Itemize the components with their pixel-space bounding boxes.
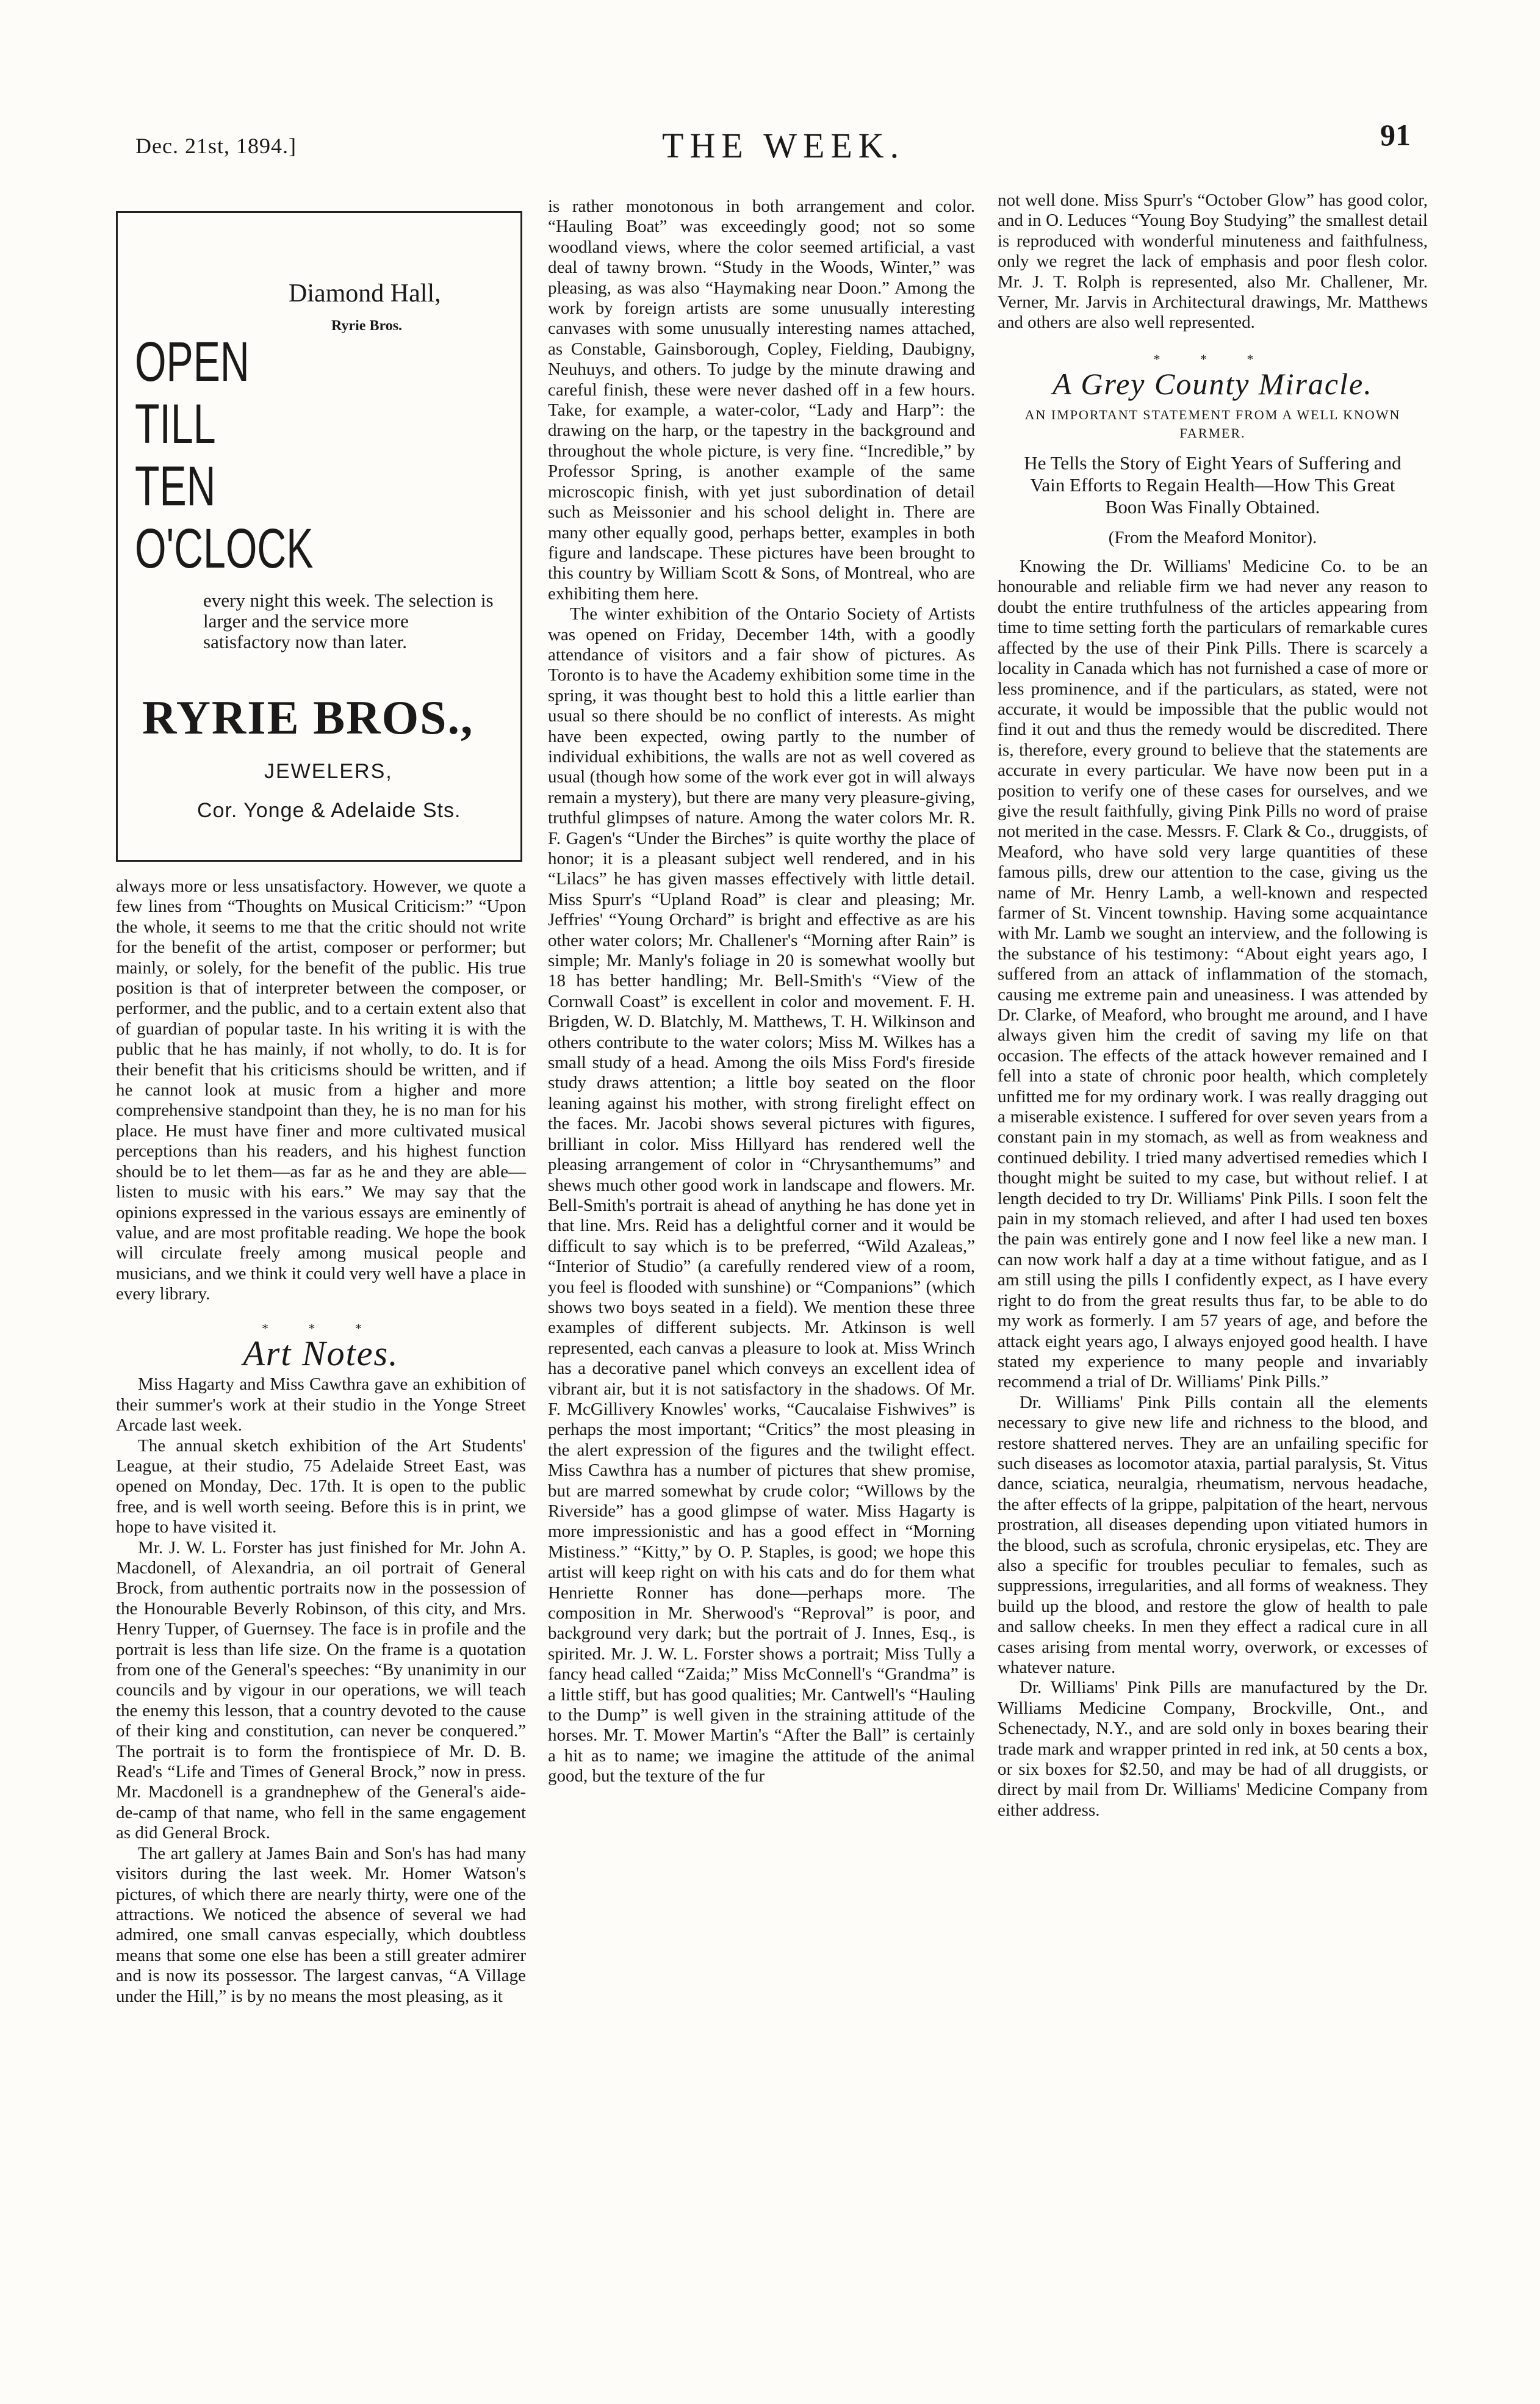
miracle-subheading: AN IMPORTANT STATEMENT FROM A WELL KNOWN FARMER. <box>1024 406 1401 441</box>
ryrie-advertisement <box>116 211 522 862</box>
ad-body-text: every night this week. The selection is larger and the service more satisfactory now than later. <box>203 590 494 652</box>
ad-headline-line: OPEN <box>135 331 250 393</box>
column-middle <box>548 197 975 1787</box>
miracle-paragraph: Dr. Williams' Pink Pills are manufactured by the Dr. Williams Medicine Company, Brockville, Ont., and Schenectady, N.Y., and are sold only in boxes bearing their trade mark and wrapper printed in red ink, at 50 cents a box, or six boxes for $2.50, and may be had of all druggists, or direct by mail from Dr. Williams' Medicine Company from either address. <box>998 1678 1428 1820</box>
miracle-paragraph: Knowing the Dr. Williams' Medicine Co. to be an honourable and reliable firm we had never any reason to doubt the entire truthfulness of the articles appearing from time to time setting forth the particulars of remarkable cures affected by the use of their Pink Pills. There is scarcely a locality in Canada which has not furnished a case of more or less prominence, and if the particulars, as stated, were not accurate, it would be impossible that the public would not find it out and thus the remedy would be discredited. There is, therefore, every ground to believe that the statements are accurate in every particular. We have now been put in a position to verify one of these cases for ourselves, and we give the result faithfully, giving Pink Pills no word of praise not merited in the case. Messrs. F. Clark & Co., druggists, of Meaford, who have sold very large quantities of these famous pills, drew our attention to the case, giving us the name of Mr. Henry Lamb, a well-known and respected farmer of St. Vincent township. Having some acquaintance with Mr. Lamb we sought an interview, and the following is the substance of his testimony: “About eight years ago, I suffered from an attack of inflammation of the stomach, causing me extreme pain and uneasiness. I was attended by Dr. Clarke, of Meaford, who brought me around, and I have always given him the credit of saving my life on that occasion. The effects of the attack however remained and I fell into a state of chronic poor health, which completely unfitted me for my ordinary work. I was really dragging out a miserable existence. I suffered for over seven years from a constant pain in my stomach, as well as from weakness and continued debility. I tried many advertised remedies which I thought might be suited to my case, but without relief. I at length decided to try Dr. Williams' Pink Pills. I soon felt the pain in my stomach relieved, and after I had used ten boxes the pain was entirely gone and I now feel like a new man. I can now work half a day at a time without fatigue, and as I am still using the pills I confidently expect, as I have every right to do from the great results thus far, to be able to do my work as formerly. I am 57 years of age, and before the attack eight years ago, I always enjoyed good health. I have stated my experience to many people and invariably recommend a trial of Dr. Williams' Pink Pills.” <box>998 557 1428 1392</box>
art-notes-paragraph: Miss Hagarty and Miss Cawthra gave an exhibition of their summer's work at their studio in the Yonge Street Arcade last week. <box>116 1374 526 1435</box>
masthead-title: THE WEEK. <box>662 126 905 165</box>
ad-address: Cor. Yonge & Adelaide Sts. <box>197 799 461 822</box>
art-notes-continuation: not well done. Miss Spurr's “October Glow” has good color, and in O. Leduces “Young Boy Studying” the smallest detail is reproduced with wonderful minuteness and faithfulness, only we regret the lack of emphasis and poor flesh color. Mr. J. T. Rolph is represented, also Mr. Challener, Mr. Verner, Mr. Jarvis in Architectural drawings, Mr. Matthews and others are also well represented. <box>998 190 1428 333</box>
miracle-source: (From the Meaford Monitor). <box>1108 527 1317 547</box>
art-notes-heading: Art Notes. <box>243 1333 399 1373</box>
ad-headline-line: TILL <box>135 393 216 455</box>
miracle-paragraph: Dr. Williams' Pink Pills contain all the elements necessary to give new life and richness to the blood, and restore shattered nerves. They are an unfailing specific for such diseases as locomotor ataxia, partial paralysis, St. Vitus dance, sciatica, neuralgia, rheumatism, nervous headache, the after effects of la grippe, palpitation of the heart, nervous prostration, all diseases depending upon vitiated humors in the blood, such as scrofula, chronic erysipelas, etc. They are also a specific for troubles peculiar to females, such as suppressions, irregularities, and all forms of weakness. They build up the blood, and restore the glow of health to pale and sallow cheeks. In men they effect a radical cure in all cases arising from mental worry, overwork, or excesses of whatever nature. <box>998 1392 1428 1677</box>
ad-trade: JEWELERS, <box>264 760 393 783</box>
section-divider-stars: * * * <box>262 1320 380 1336</box>
miracle-deck: He Tells the Story of Eight Years of Suffering and Vain Efforts to Regain Health—How This Great Boon Was Finally Obtained. <box>1024 452 1401 518</box>
art-notes-paragraph: The annual sketch exhibition of the Art Students' League, at their studio, 75 Adelaide Street East, was opened on Monday, Dec. 17th. It is open to the public free, and is well worth seeing. Before this is in print, we hope to have visited it. <box>116 1435 526 1537</box>
ad-headline-line: TEN <box>135 455 216 518</box>
section-divider-stars: * * * <box>1153 351 1272 367</box>
art-notes-paragraph: The art gallery at James Bain and Son's has had many visitors during the last week. Mr. Homer Watson's pictures, of which there are nearly thirty, were one of the attractions. We noticed the absence of several we had admired, one small canvas especially, which doubtless means that some one else has been a still greater admirer and is now its possessor. The largest canvas, “A Village under the Hill,” is by no means the most pleasing, as it <box>116 1843 526 2006</box>
column-left <box>116 876 526 2007</box>
miracle-heading: A Grey County Miracle. <box>1052 367 1373 402</box>
ad-store-name: Diamond Hall, <box>289 280 441 308</box>
ad-store-subtitle: Ryrie Bros. <box>331 318 403 334</box>
art-notes-paragraph: The winter exhibition of the Ontario Society of Artists was opened on Friday, December 14th, with a goodly attendance of visitors and a fair show of pictures. As Toronto is to have the Academy exhibition some time in the spring, it was thought best to hold this a little earlier than usual so there should be no conflict of interests. As might have been expected, owing partly to the number of individual exhibitions, the walls are not as well covered as usual (though how some of the work ever got in will always remain a mystery), but there are many very pleasure-giving, truthful glimpses of nature. Among the water colors Mr. R. F. Gagen's “Under the Birches” is quite worthy the place of honor; it is a pleasant subject well rendered, and in his “Lilacs” he has given masses effectively with little detail. Miss Spurr's “Upland Road” is clear and pleasing; Mr. Jeffries' “Young Orchard” is bright and effective as are his other water colors; Mr. Challener's “Morning after Rain” is simple; Mr. Manly's foliage in 20 is somewhat woolly but 18 has better handling; Mr. Bell-Smith's “View of the Cornwall Coast” is excellent in color and movement. F. H. Brigden, W. D. Blatchly, M. Matthews, T. H. Wilkinson and others contribute to the water colors; Miss M. Wilkes has a small study of a head. Among the oils Miss Ford's fireside study draws attention; a little boy seated on the floor leaning against his mother, with strong firelight effect on the faces. Mr. Jacobi shows several pictures with figures, brilliant in color. Miss Hillyard has rendered well the pleasing arrangement of color in “Chrysanthemums” and shews much other good work in landscape and flowers. Mr. Bell-Smith's portrait is ahead of anything he has done yet in that line. Mrs. Reid has a delightful corner and it would be difficult to say which is to be preferred, “Wild Azaleas,” “Interior of Studio” (a carefully rendered view of a room, you feel is flooded with sunshine) or “Companions” (which shows two boys seated in a field). We mention these three examples of different subjects. Mr. Atkinson is well represented, each canvas a pleasure to look at. Miss Wrinch has a decorative panel which conveys an excellent idea of vibrant air, but it is not satisfactory in the shadows. Of Mr. F. McGillivery Knowles' works, “Caucalaise Fishwives” is perhaps the most important; “Critics” the most pleasing in the alert expression of the figures and the twilight effect. Miss Cawthra has a number of pictures that shew promise, but are marred somewhat by crude color; “Willows by the Riverside” has a good glimpse of water. Miss Hagarty is more impressionistic and has a good effect in “Morning Mistiness.” “Kitty,” by O. P. Staples, is good; we hope this artist will keep right on with his cats and do for them what Henriette Ronner has done—perhaps more. The composition in Mr. Sherwood's “Reproval” is poor, and background very dark; but the portrait of J. Innes, Esq., is spirited. Mr. J. W. L. Forster shows a portrait; Miss Tully a fancy head called “Zaida;” Miss McConnell's “Grandma” is a little stiff, but has good qualities; Mr. Cantwell's “Hauling to the Dump” is well given in the straining attitude of the horses. Mr. T. Mower Martin's “After the Ball” is certainly a hit as to name; we imagine the attitude of the animal good, but the texture of the fur <box>548 604 975 1786</box>
column-right <box>998 190 1428 1821</box>
issue-date: Dec. 21st, 1894.] <box>135 134 297 158</box>
page-number: 91 <box>1380 118 1411 152</box>
ad-headline-line: O'CLOCK <box>135 518 314 580</box>
art-notes-paragraph: Mr. J. W. L. Forster has just finished for Mr. John A. Macdonell, of Alexandria, an oil portrait of General Brock, from authentic portraits now in the possession of the Honourable Beverly Robinson, of this city, and Mrs. Henry Tupper, of Guernsey. The face is in profile and the portrait is less than life size. On the frame is a quotation from one of the General's speeches: “By unanimity in our councils and by vigour in our operations, we will teach the enemy this lesson, that a country devoted to the cause of their king and constitution, can never be conquered.” The portrait is to form the frontispiece of Mr. D. B. Read's “Life and Times of General Brock,” now in press. Mr. Macdonell is a grandnephew of the General's aide-de-camp of that name, who fell in the same engagement as did General Brock. <box>116 1537 526 1843</box>
art-notes-continuation: is rather monotonous in both arrangement and color. “Hauling Boat” was exceedingly good; not so some woodland views, where the color seemed artificial, a vast deal of tawny brown. “Study in the Woods, Winter,” was pleasing, as was also “Haymaking near Doon.” Among the work by foreign artists are some unusually interesting canvases with some unusually interesting names attached, as Constable, Gainsborough, Copley, Fielding, Daubigny, Neuhuys, and others. To judge by the minute drawing and careful finish, these were never dashed off in a few hours. Take, for example, a water-color, “Lady and Harp”: the drawing on the harp, or the tapestry in the background and throughout the whole picture, is very fine. “Incredible,” by Professor Spring, is another example of the same microscopic finish, with yet just subordination of detail such as Meissonier and his school delight in. There are many other equally good, perhaps better, examples in both figure and landscape. These pictures have been brought to this country by William Scott & Sons, of Montreal, who are exhibiting them here. <box>548 197 975 604</box>
ad-company-name: RYRIE BROS., <box>142 691 474 744</box>
review-continuation: always more or less unsatisfactory. However, we quote a few lines from “Thoughts on Musical Criticism:” “Upon the whole, it seems to me that the critic should not write for the benefit of the artist, composer or performer; but mainly, or solely, for the benefit of the public. His true position is that of interpreter between the composer, or performer, and the public, and to a certain extent also that of guardian of popular taste. In his writing it is with the public that he has mainly, if not wholly, to do. It is for their benefit that his criticisms should be written, and if he cannot look at music from a higher and more comprehensive standpoint than they, he is no man for his place. He must have finer and more cultivated musical perceptions than his readers, and his highest function should be to let them—as far as he and they are able—listen to music with his ears.” We may say that the opinions expressed in the various essays are eminently of value, and are most profitable reading. We hope the book will circulate freely among musical people and musicians, and we think it could very well have a place in every library. <box>116 876 526 1304</box>
